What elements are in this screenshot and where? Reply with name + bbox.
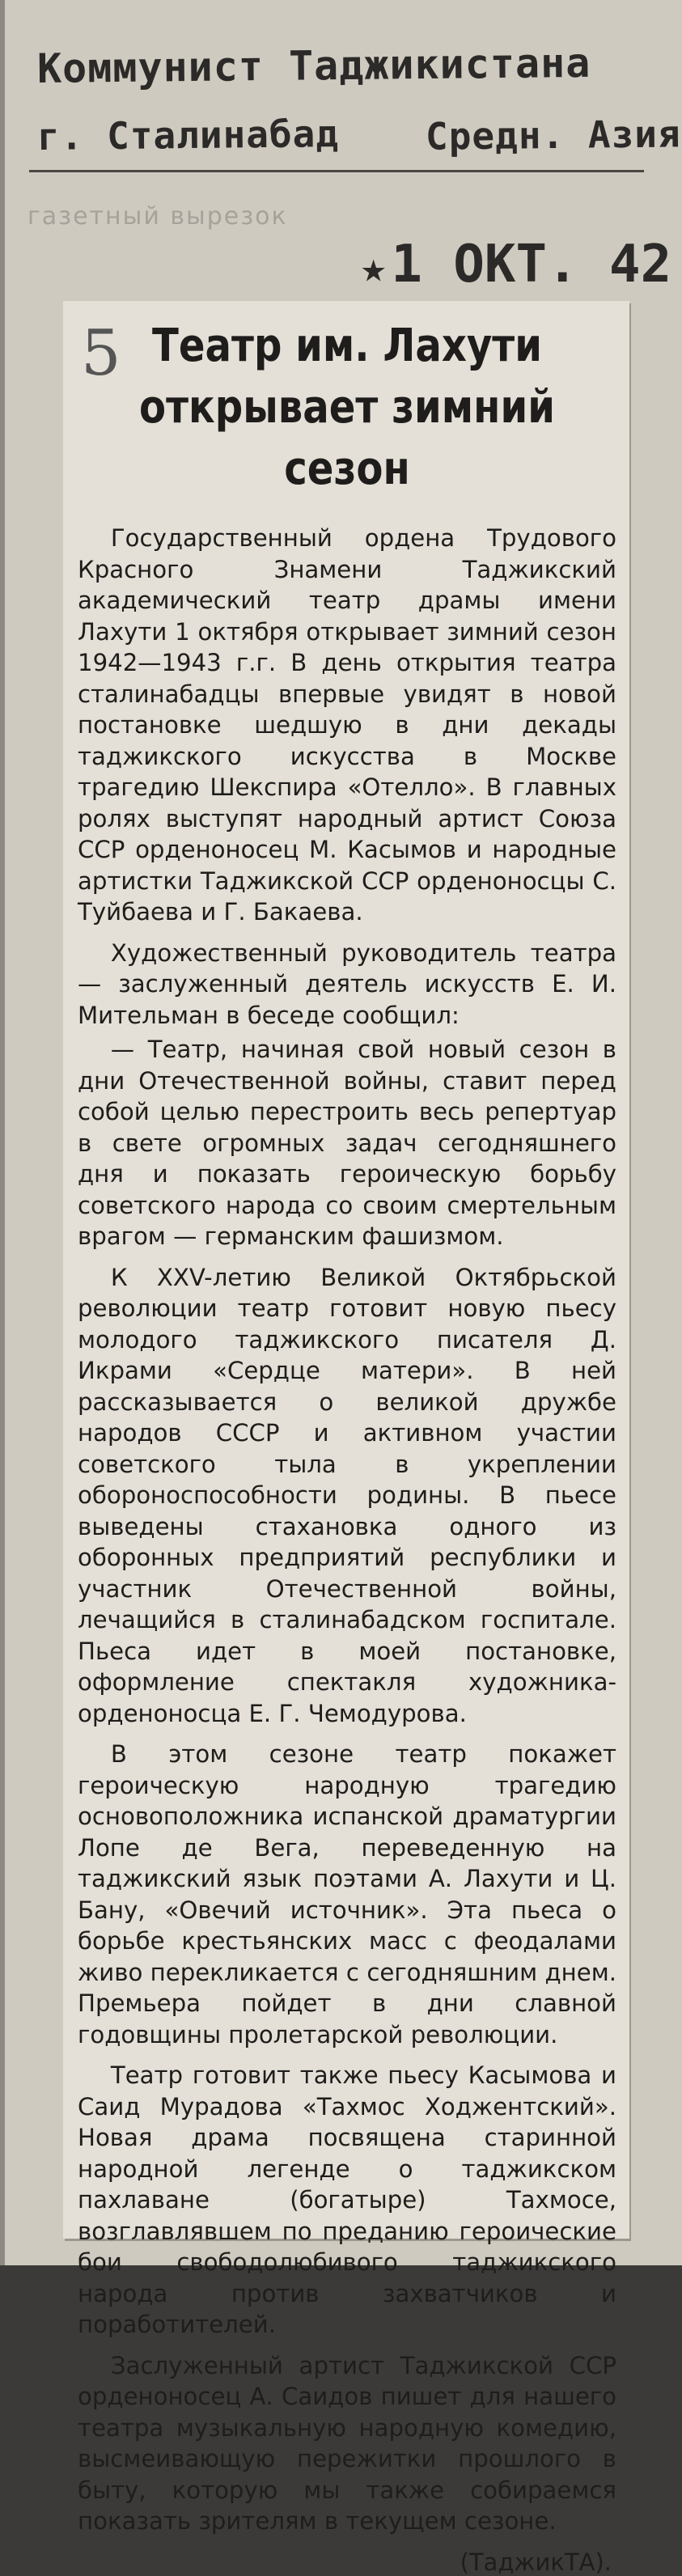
star-icon: ★ — [361, 244, 387, 292]
article-paragraph: Государственный ордена Трудового Красного Знамени Таджикский академический театр драмы имени Лахути 1 октября открывает зимний сезон 1942—1943 г.г. В день открытия театра сталинабадцы впервые увидят в новой постановке шедшую в дни декады таджикского искусства в Москве трагедию Шекспира «Отелло». В главных ролях выступят народный артист Союза ССР орденоносец М. Касымов и народные артистки Таджикской ССР орденоносцы С. Туйбаева и Г. Бакаева. — [78, 524, 616, 926]
headline-line-2: открывает зимний сезон — [139, 381, 555, 495]
city-stamp: г. Сталинабад — [36, 112, 340, 159]
newspaper-clipping — [63, 301, 629, 2576]
article-paragraph: Театр готовит также пьесу Касымова и Саид Мурадова «Тахмос Ходжентский». Новая драма посвящена старинной народной легенде о таджикском пахлаване (богатыре) Тахмосе, возглавлявшем по преданию героические бои свободолюбивого таджикского народа против захватчиков и поработителей. — [78, 2061, 616, 2338]
handwritten-mark: 5 — [81, 317, 121, 390]
article-paragraph: Заслуженный артист Таджикской ССР орденоносец А. Саидов пишет для нашего театра музыкальную народную комедию, высмеивающую пережитки прошлого в быту, которую мы также собираемся показать зрителям в текущем сезоне. — [78, 2351, 616, 2535]
faded-stamp-text: газетный вырезок — [28, 202, 288, 231]
stamp-divider — [29, 170, 644, 172]
article-paragraph: Художественный руководитель театра — заслуженный деятель искусств Е. И. Мительман в беседе сообщил: — [78, 938, 616, 1029]
article-paragraph: — Театр, начиная свой новый сезон в дни Отечественной войны, ставит перед собой целью перестроить весь репертуар в свете огромных задач сегодняшнего дня и показать героическую борьбу советского народа со своим смертельным врагом — германским фашизмом. — [78, 1036, 616, 1250]
article-paragraph: В этом сезоне театр покажет героическую народную трагедию основоположника испанской драматургии Лопе де Вега, переведенную на таджикский язык поэтами А. Лахути и Ц. Бану, «Овечий источник». Эта пьеса о борьбе крестьянских масс с феодалами живо перекликается с сегодняшним днем. Премьера пойдет в дни славной годовщины пролетарской революции. — [78, 1740, 616, 2049]
headline-line-1: Театр им. Лахути — [152, 320, 542, 372]
date-stamp-text: 1 ОКТ. 42 — [391, 235, 672, 294]
date-stamp — [361, 235, 671, 294]
region-stamp: Средн. Азия — [425, 112, 681, 159]
newspaper-source-stamp: Коммунист Таджикистана — [36, 39, 591, 92]
article-paragraph: К XXV-летию Великой Октябрьской революции театр готовит новую пьесу молодого таджикского писателя Д. Икрами «Сердце матери». В ней рассказывается о великой дружбе народов СССР и активном участии советского тыла в укреплении обороноспособности родины. В пьесе выведены стахановка одного из оборонных предприятий республики и участник Отечественной войны, лечащийся в сталинабадском госпитале. Пьеса идет в моей постановке, оформление спектакля художника-орденоносца Е. Г. Чемодурова. — [78, 1263, 616, 1727]
article-headline — [116, 316, 579, 500]
news-agency-signature: (ТаджикТА). — [460, 2548, 612, 2576]
